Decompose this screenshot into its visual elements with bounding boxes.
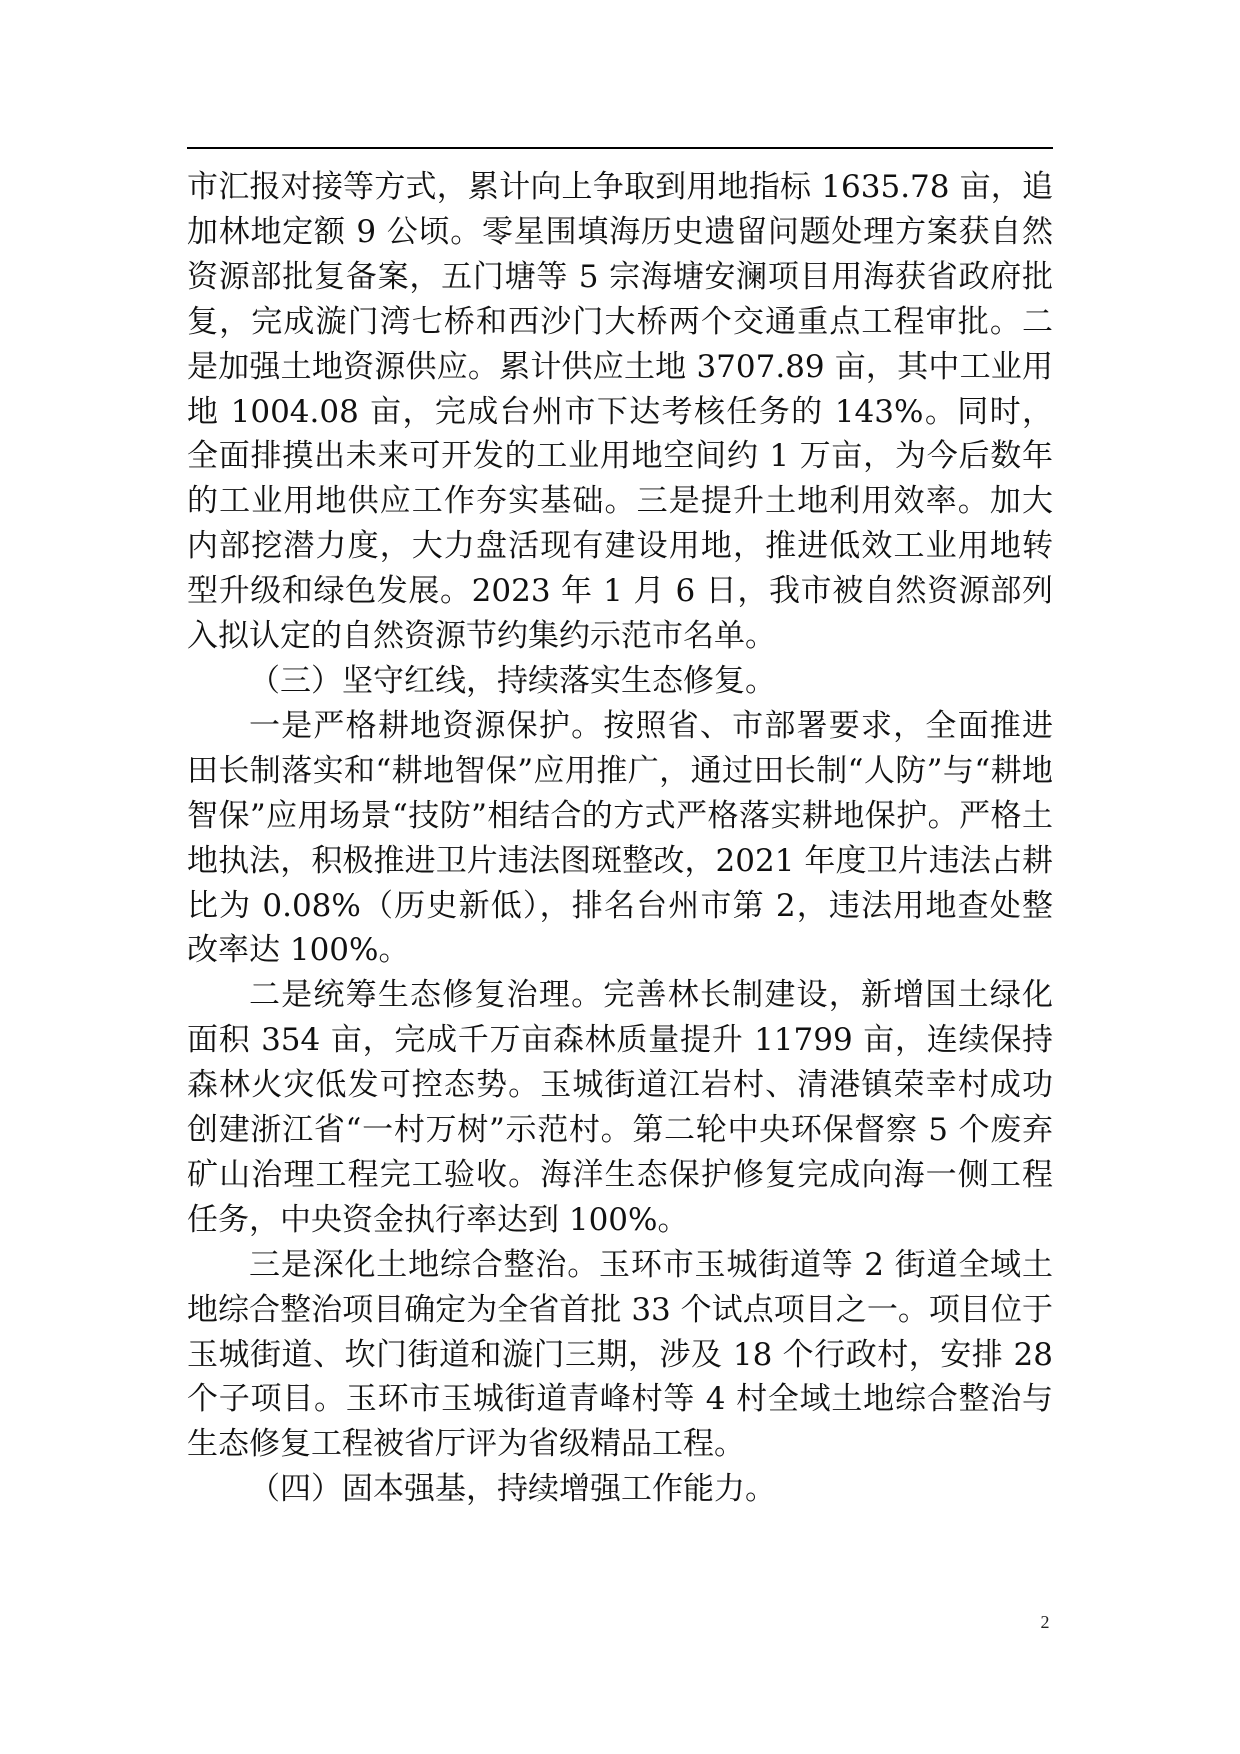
paragraph-farmland-protection: 一是严格耕地资源保护。按照省、市部署要求，全面推进田长制落实和“耕地智保”应用推广，通过田长制“人防”与“耕地智保”应用场景“技防”相结合的方式严格落实耕地保护。严格土地执法，积极推进卫片违法图斑整改，2021 年度卫片违法占耕比为 0.08%（历史新低），排名台州市第 2，违法用地查处整改率达 100%。 [187,707,1053,969]
paragraph-land-consolidation: 三是深化土地综合整治。玉环市玉城街道等 2 街道全域土地综合整治项目确定为全省首批 33 个试点项目之一。项目位于玉城街道、坎门街道和漩门三期，涉及 18 个行政村，安排 28 个子项目。玉环市玉城街道青峰村等 4 村全域土地综合整治与生态修复工程被省厅评为省级精品工程。 [187,1246,1053,1463]
body-text [187,165,1053,1512]
page-number: 2 [1040,1612,1050,1632]
section-heading-3: （三）坚守红线，持续落实生态修复。 [249,662,776,699]
header-rule [187,147,1053,149]
section-heading-4: （四）固本强基，持续增强工作能力。 [249,1471,776,1508]
paragraph-ecological-restoration: 二是统筹生态修复治理。完善林长制建设，新增国土绿化面积 354 亩，完成千万亩森林质量提升 11799 亩，连续保持森林火灾低发可控态势。玉城街道江岩村、清港镇荣幸村成功创建浙江省“一村万树”示范村。第二轮中央环保督察 5 个废弃矿山治理工程完工验收。海洋生态保护修复完成向海一侧工程任务，中央资金执行率达到 100%。 [187,977,1053,1238]
paragraph-continuation: 市汇报对接等方式，累计向上争取到用地指标 1635.78 亩，追加林地定额 9 公顷。零星围填海历史遗留问题处理方案获自然资源部批复备案，五门塘等 5 宗海塘安澜项目用海获省政府批复，完成漩门湾七桥和西沙门大桥两个交通重点工程审批。二是加强土地资源供应。累计供应土地 3707.89 亩，其中工业用地 1004.08 亩，完成台州市下达考核任务的 143%。同时，全面排摸出未来可开发的工业用地空间约 1 万亩，为今后数年的工业用地供应工作夯实基础。三是提升土地利用效率。加大内部挖潜力度，大力盘活现有建设用地，推进低效工业用地转型升级和绿色发展。2023 年 1 月 6 日，我市被自然资源部列入拟认定的自然资源节约集约示范市名单。 [187,169,1053,655]
